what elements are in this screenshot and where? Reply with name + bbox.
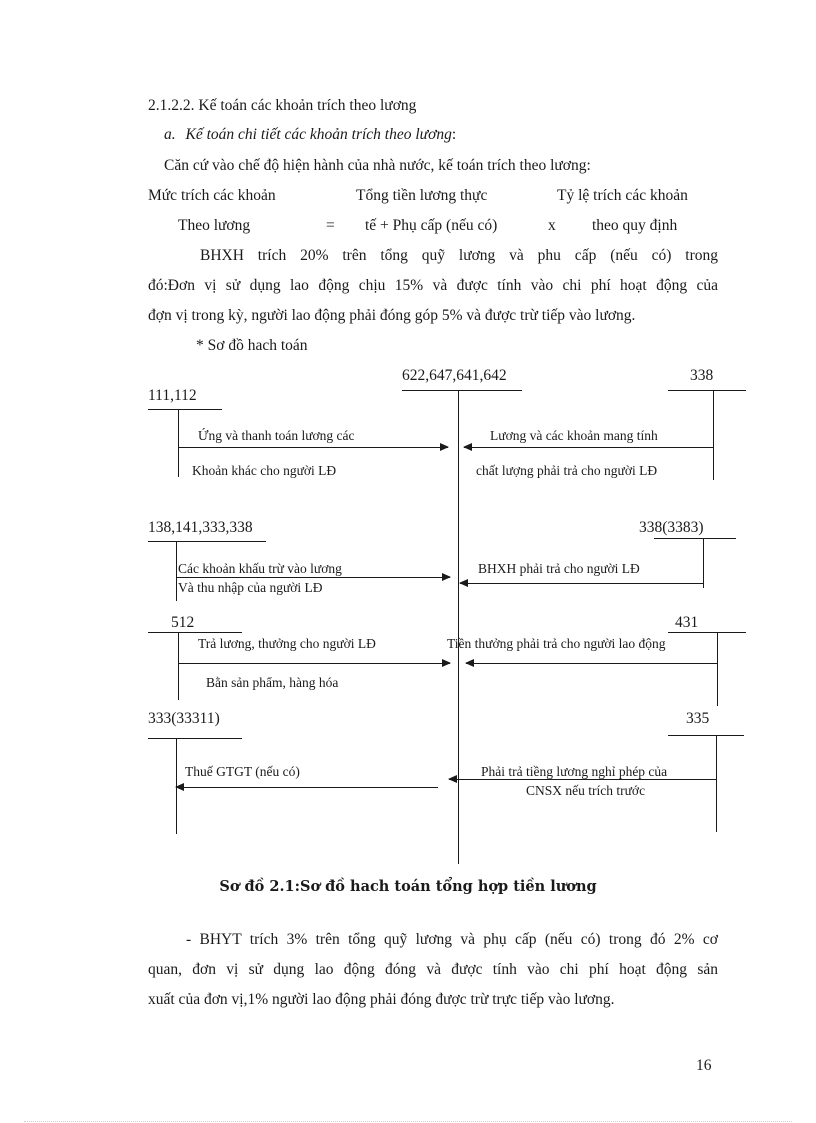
left-account-label: 138,141,333,338 (148, 519, 253, 536)
flow-arrow-left (464, 447, 714, 448)
left-t-bar (148, 632, 242, 633)
flow-label: Thuế GTGT (nếu có) (185, 764, 300, 779)
center-account-label: 622,647,641,642 (402, 367, 507, 384)
formula-row2-eq: = (326, 217, 335, 234)
flow-arrow-left (466, 663, 718, 664)
flow-label: Tiền thưởng phải trả cho người lao động (447, 636, 666, 651)
bhyt-line-3: xuất của đơn vị,1% người lao động phải đóng được trừ trực tiếp vào lương. (148, 991, 615, 1008)
right-t-stem (716, 735, 717, 832)
right-account-label: 338(3383) (639, 519, 704, 536)
subheading-colon: : (451, 126, 457, 143)
bhxh-line-1: BHXH trích 20% trên tổng quỹ lương và phu cấp (nếu có) trong (200, 247, 718, 264)
formula-row1-b: Tổng tiền lương thực (356, 187, 488, 204)
subheading-letter: a. (164, 126, 176, 143)
bhxh-line-3: đợn vị trong kỳ, người lao động phải đóng góp 5% và được trừ tiếp vào lương. (148, 307, 636, 324)
center-t-bar (402, 390, 522, 391)
flow-label: Bằn sản phẩm, hàng hóa (206, 675, 339, 690)
diagram-title: * Sơ đồ hach toán (196, 337, 308, 354)
right-t-bar (668, 390, 746, 391)
flow-arrow-left (449, 779, 716, 780)
right-t-bar (668, 735, 744, 736)
flow-label: CNSX nếu trích trước (526, 783, 646, 798)
flow-label: Khoản khác cho người LĐ (192, 463, 337, 478)
bhyt-line-1: - BHYT trích 3% trên tổng quỹ lương và phụ cấp (nếu có) trong đó 2% cơ (186, 931, 718, 948)
flow-label: Và thu nhập của người LĐ (178, 580, 323, 595)
right-t-bar (668, 632, 746, 633)
flow-arrow-right (178, 447, 448, 448)
flow-label: Ứng và thanh toán lương các (198, 428, 355, 443)
flow-label: chất lượng phải trả cho người LĐ (476, 463, 658, 478)
subheading-text: Kế toán chi tiết các khoản trích theo lương (185, 126, 452, 143)
formula-row2-x: x (548, 217, 556, 234)
right-account-label: 335 (686, 710, 710, 727)
right-account-label: 431 (675, 614, 699, 631)
flow-label: Lương và các khoản mang tính (490, 428, 658, 443)
right-account-label: 338 (690, 367, 714, 384)
flow-arrow-right (178, 663, 450, 664)
left-t-stem (178, 632, 179, 700)
formula-row1-a: Mức trích các khoản (148, 187, 276, 204)
page-bottom-rule (24, 1121, 792, 1122)
flow-label: Trả lương, thưởng cho người LĐ (198, 636, 376, 651)
right-t-stem (713, 390, 714, 480)
left-t-bar (148, 738, 242, 739)
flow-label: BHXH phải trả cho người LĐ (478, 561, 640, 576)
left-account-label: 333(33311) (148, 710, 220, 727)
page-number: 16 (696, 1057, 712, 1074)
flow-label: Các khoản khấu trừ vào lương (178, 561, 342, 576)
right-t-bar (654, 538, 736, 539)
diagram-caption: Sơ đồ 2.1:Sơ đồ hach toán tổng hợp tiền lương (219, 878, 597, 895)
right-t-stem (717, 632, 718, 706)
left-t-bar (148, 409, 222, 410)
formula-row2-a: Theo lương (178, 217, 251, 234)
formula-row2-b: tế + Phụ cấp (nếu có) (365, 217, 498, 234)
left-t-stem (176, 541, 177, 601)
intro-text: Căn cứ vào chế độ hiện hành của nhà nước, kế toán trích theo lương: (164, 157, 591, 174)
section-heading: 2.1.2.2. Kế toán các khoản trích theo lương (148, 97, 417, 114)
left-account-label: 111,112 (148, 387, 197, 404)
left-t-bar (148, 541, 266, 542)
right-t-stem (703, 538, 704, 588)
bhyt-line-2: quan, đơn vị sử dụng lao động đóng và được tính vào chi phí hoạt động sản (148, 961, 718, 978)
center-t-stem (458, 390, 459, 864)
subheading (164, 125, 456, 145)
flow-arrow-left (460, 583, 704, 584)
formula-row1-c: Tỷ lệ trích các khoản (557, 187, 688, 204)
left-account-label: 512 (171, 614, 195, 631)
left-t-stem (178, 409, 179, 477)
bhxh-line-2: đó:Đơn vị sử dụng lao động chịu 15% và được tính vào chi phí hoạt động của (148, 277, 718, 294)
formula-row2-c: theo quy định (592, 217, 678, 234)
flow-label: Phải trả tiềng lương nghỉ phép của (481, 764, 668, 779)
flow-arrow-left (176, 787, 438, 788)
